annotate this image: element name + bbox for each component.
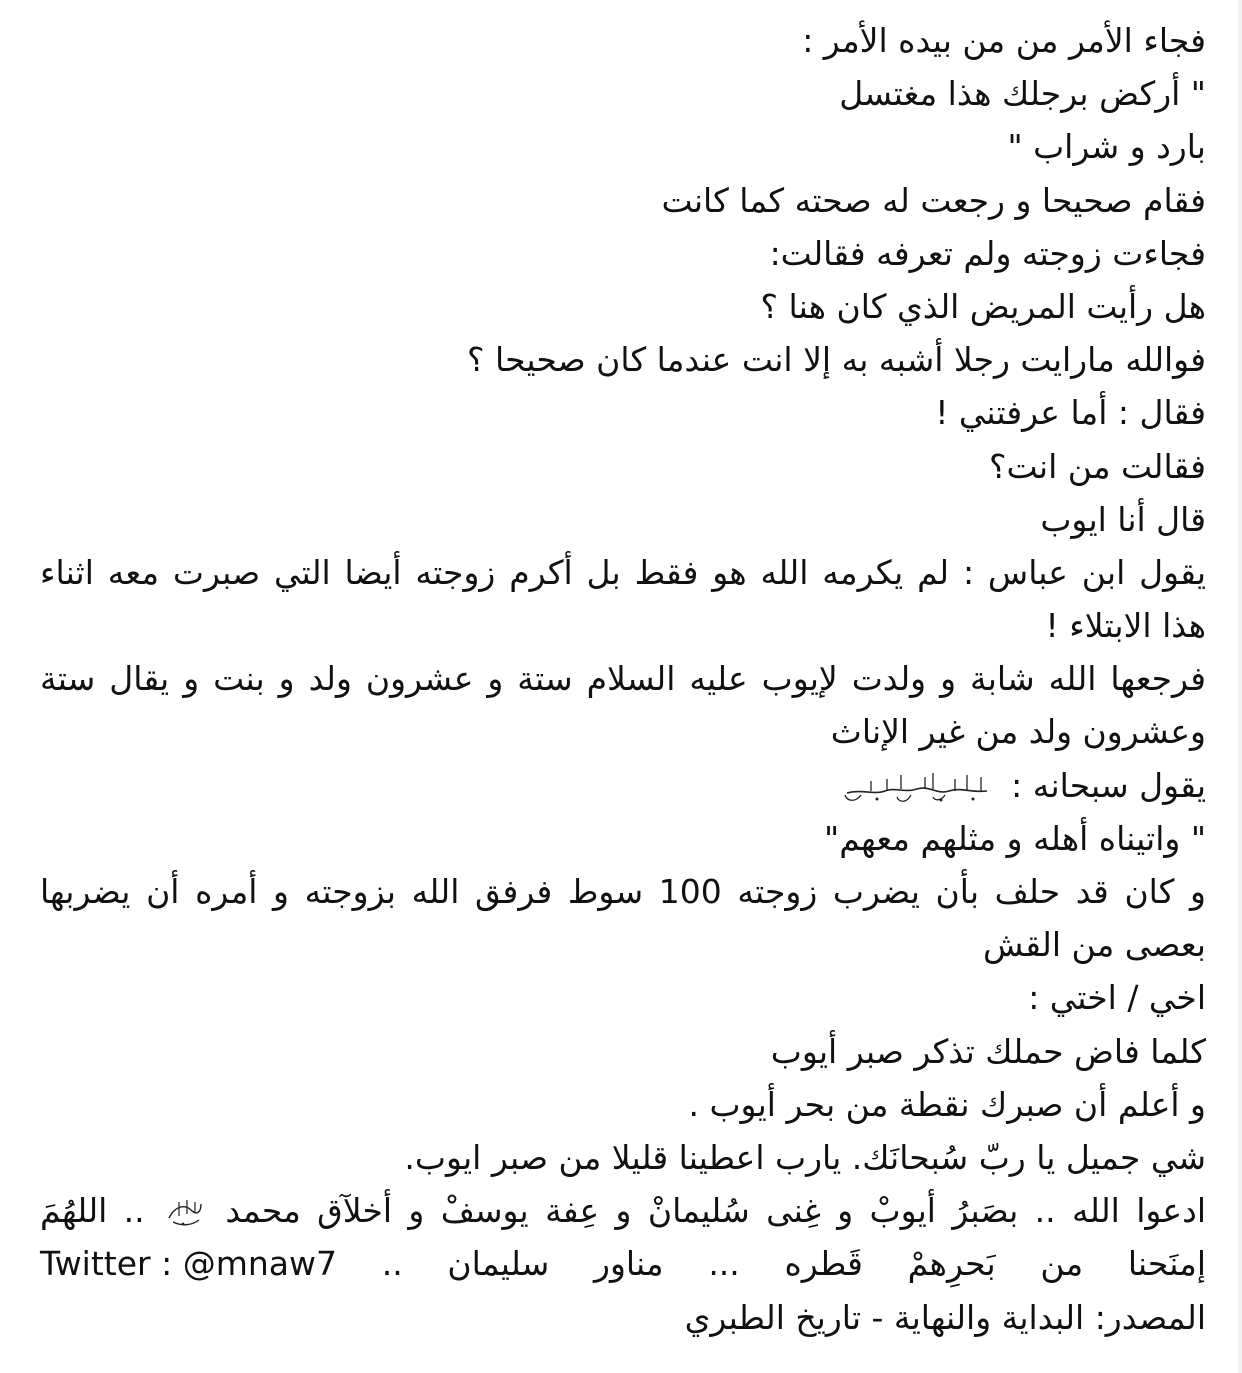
text-line-15: [40, 759, 1206, 812]
text-line-11: يقول ابن عباس : لم يكرمه الله هو فقط بل أكرم زوجته أيضا التي صبرت معه اثناء: [40, 552, 1206, 592]
text-line-4: فقام صحيحا و رجعت له صحته كما كانت: [661, 180, 1206, 220]
text-line-13: فرجعها الله شابة و ولدت لإيوب عليه السلام ستة و عشرون ولد و بنت و يقال ستة: [40, 659, 1206, 699]
text-line-24: [40, 1237, 1206, 1290]
text-line-21: و أعلم أن صبرك نقطة من بحر أيوب .: [688, 1084, 1206, 1124]
page-edge: [1238, 0, 1242, 1373]
text-line-14: وعشرون ولد من غير الإناث: [830, 712, 1206, 752]
text-line-10: قال أنا ايوب: [1040, 499, 1206, 539]
text-line-3: بارد و شراب ": [1007, 127, 1206, 167]
text-line-15-label: يقول سبحانه :: [1011, 765, 1206, 805]
source-line: المصدر: البداية والنهاية - تاريخ الطبري: [684, 1297, 1206, 1337]
text-line-8: فقال : أما عرفتني !: [935, 393, 1206, 433]
twitter-handle: Twitter : @mnaw7: [40, 1244, 337, 1284]
text-line-9: فقالت من انت؟: [988, 446, 1206, 486]
basmala-calligraphy-icon: [841, 767, 991, 807]
text-line-23-part-1: ادعوا الله .. بصَبرُ أيوبْ و غِنى سُليمانْ و عِفة يوسفْ و أخلآق محمد: [225, 1191, 1206, 1231]
text-line-2: " أركض برجلك هذا مغتسل: [839, 74, 1206, 114]
salawat-calligraphy-icon: [165, 1196, 205, 1230]
text-line-22: شي جميل يا ربّ سُبحانَك. يارب اعطينا قليلا من صبر ايوب.: [404, 1137, 1206, 1177]
text-line-12: هذا الابتلاء !: [1045, 606, 1206, 646]
text-line-20: كلما فاض حملك تذكر صبر أيوب: [770, 1031, 1206, 1071]
text-line-17: و كان قد حلف بأن يضرب زوجته 100 سوط فرفق الله بزوجته و أمره أن يضربها: [40, 872, 1206, 911]
text-line-16: " واتيناه أهله و مثلهم معهم": [824, 818, 1206, 858]
text-line-5: فجاءت زوجته ولم تعرفه فقالت:: [769, 233, 1206, 273]
text-line-7: فوالله مارايت رجلا أشبه به إلا انت عندما كان صحيحا ؟: [467, 340, 1206, 380]
text-line-24-arabic: إمنَحنا من بَحرِهمْ قَطره ... مناور سليمان ..: [381, 1244, 1206, 1284]
text-line-1: فجاء الأمر من من بيده الأمر :: [802, 21, 1206, 60]
text-line-18: بعصى من القش: [983, 925, 1206, 965]
text-line-19: اخي / اختي :: [1028, 978, 1206, 1018]
text-line-23: [40, 1184, 1206, 1237]
text-line-23-part-2: .. اللهُمَ: [40, 1191, 145, 1231]
text-line-6: هل رأيت المريض الذي كان هنا ؟: [760, 286, 1206, 326]
